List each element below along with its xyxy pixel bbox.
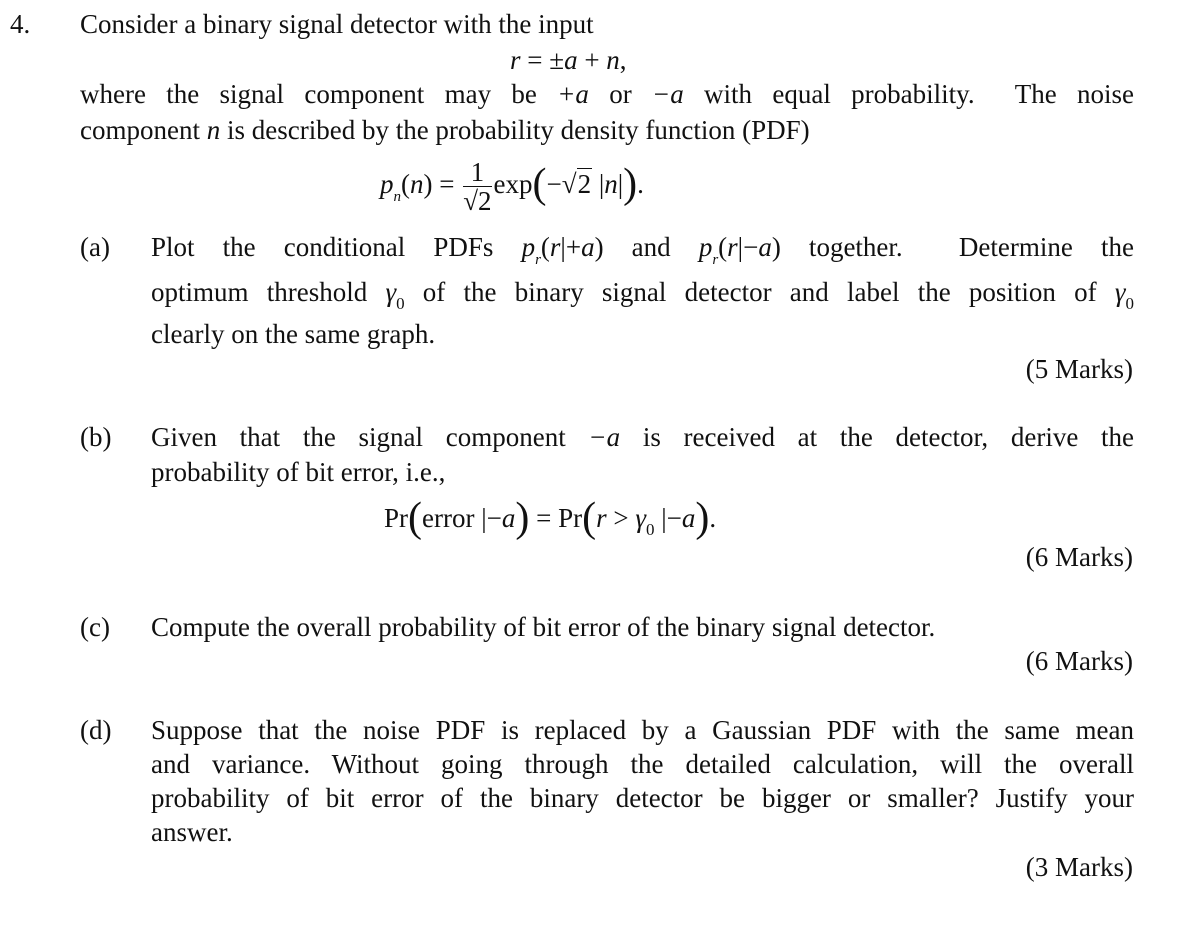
question-intro: Consider a binary signal detector with the input — [80, 9, 594, 39]
pdf-numerator: 1 — [463, 158, 491, 187]
part-d-line-1: Suppose that the noise PDF is replaced by a Gaussian PDF with the same mean — [151, 715, 1134, 745]
question-number: 4. — [10, 9, 31, 39]
part-b-label: (b) — [80, 422, 112, 452]
part-a-line-3: clearly on the same graph. — [151, 319, 436, 349]
part-a-line-1: Plot the conditional PDFs $p_r(r|+a)$ and $p_r(r|-a)$ together. Determine the — [151, 232, 1134, 268]
part-a-label: (a) — [80, 232, 110, 262]
part-d-line-4: answer. — [151, 817, 233, 847]
part-b-line-1: Given that the signal component −a is received at the detector, derive the — [151, 422, 1135, 452]
pdf-equation: $p_n(n)$ = $\frac{1}{√2}$ exp(−√2 |n|). — [380, 157, 644, 217]
part-b-line-2: probability of bit error, i.e., — [151, 457, 446, 487]
pdf-denominator: √2 — [463, 186, 492, 217]
part-b-marks: (6 Marks) — [1025, 542, 1133, 572]
part-d-line-2: and variance. Without going through the detailed calculation, will the overall — [151, 749, 1134, 779]
part-b-equation: Pr(error $|-a) = Pr(r > \gamma_0$ |−a). — [384, 495, 717, 541]
part-d-label: (d) — [80, 715, 112, 745]
paragraph-line-1: where the signal component may be +a or −a with equal probability. The noise — [80, 79, 1134, 109]
part-c-label: (c) — [80, 612, 110, 642]
part-c-line-1: Compute the overall probability of bit error of the binary signal detector. — [151, 612, 936, 642]
part-d-marks: (3 Marks) — [1025, 852, 1133, 882]
input-equation: r = ±a + n, — [510, 45, 627, 75]
part-a-line-2: optimum threshold $\gamma_0$ of the binary signal detector and label the position of $\gamma_0$ — [151, 277, 1134, 313]
pdf-fraction — [463, 158, 491, 215]
part-a-marks: (5 Marks) — [1025, 354, 1133, 384]
part-d-line-3: probability of bit error of the binary detector be bigger or smaller? Justify your — [151, 783, 1134, 813]
paragraph-line-2: component n is described by the probability density function (PDF) — [80, 115, 810, 145]
part-c-marks: (6 Marks) — [1025, 646, 1133, 676]
